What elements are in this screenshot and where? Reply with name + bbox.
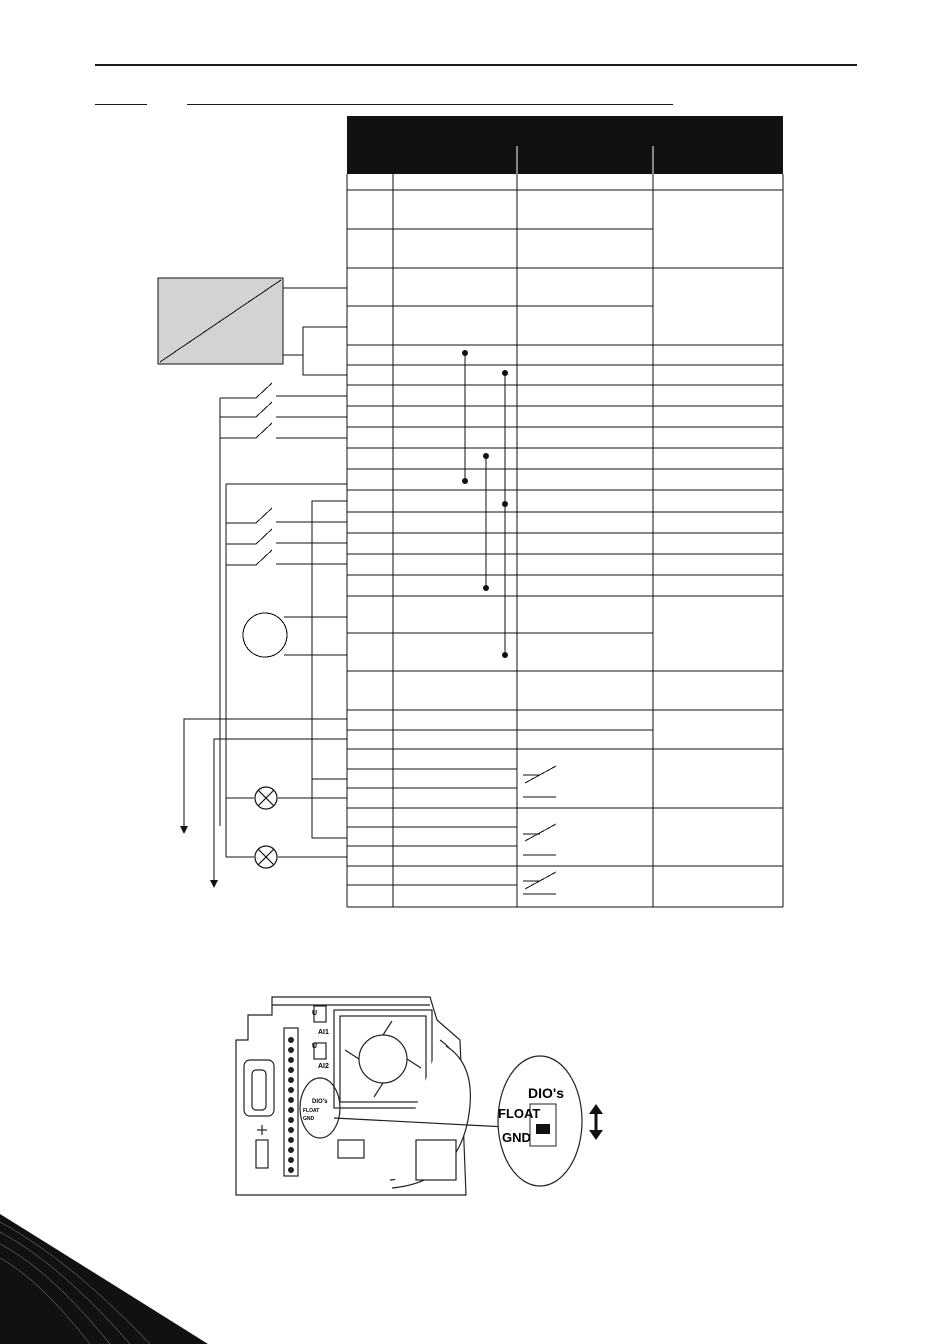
small-label-dio: DIO's [312,1099,328,1105]
label-u: U [312,1010,318,1017]
label-dio: DIO's [528,1085,565,1101]
table-column-header [347,144,783,174]
lamp-icon [255,787,277,868]
label-float: FLOAT [498,1106,541,1121]
fan-icon [334,1010,432,1108]
label-ai2: AI2 [318,1063,329,1070]
label-ai1: AI1 [318,1029,329,1036]
arrow-up-down-icon [589,1104,603,1140]
dip-switch-illustration [230,990,610,1200]
swoosh-logo [0,1200,210,1344]
small-label-gnd: GND [303,1116,315,1122]
table-title-bar [347,116,783,144]
label-gnd: GND [502,1130,531,1145]
label-u-2: U [312,1043,318,1050]
small-label-float: FLOAT [303,1108,320,1114]
